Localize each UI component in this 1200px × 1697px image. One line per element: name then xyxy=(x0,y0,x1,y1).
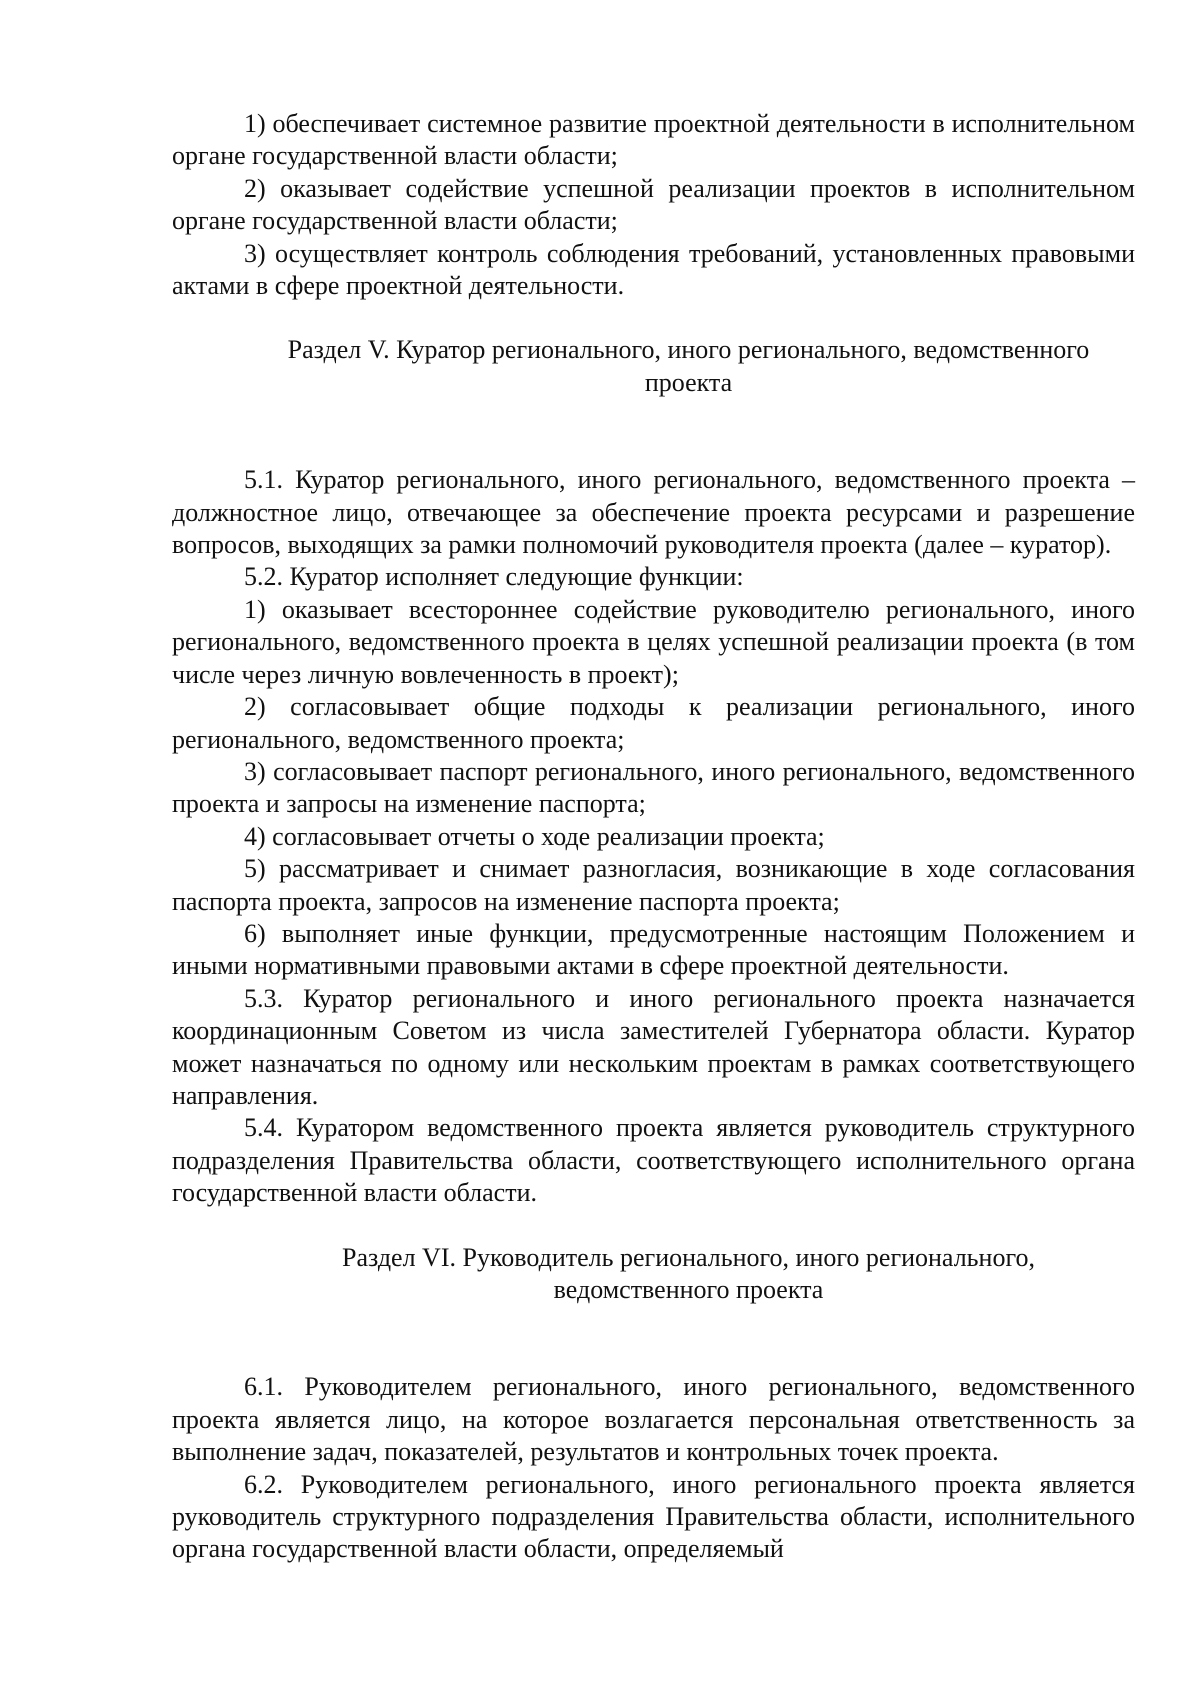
paragraph: 5.4. Куратором ведомственного проекта является руководитель структурного подразделения Правительства области, соответствующего исполнительного органа государственной власти области. xyxy=(172,1113,1135,1208)
section-5-title-line-2: проекта xyxy=(644,367,733,397)
section-6-title-line-2: ведомственного проекта xyxy=(553,1275,824,1304)
section-6-title-line-1: Раздел VI. Руководитель регионального, иного регионального, xyxy=(342,1242,1035,1272)
paragraph: 5.3. Куратор регионального и иного регионального проекта назначается координационным Советом из числа заместителей Губернатора области. Куратор может назначаться по одному или нескольким проектам в рамках соответствующего направления. xyxy=(172,983,1135,1110)
list-item: 3) осуществляет контроль соблюдения требований, установленных правовыми актами в сфере проектной деятельности. xyxy=(172,238,1135,301)
section-5-body xyxy=(172,464,1135,1209)
paragraph: 3) согласовывает паспорт регионального, иного регионального, ведомственного проекта и запросы на изменение паспорта; xyxy=(172,756,1135,819)
paragraph: 5.2. Куратор исполняет следующие функции: xyxy=(244,562,744,592)
top-items-list xyxy=(172,108,1135,302)
section-6-heading xyxy=(172,1242,1135,1307)
paragraph: 5) рассматривает и снимает разногласия, возникающие в ходе согласования паспорта проекта, запросов на изменение паспорта проекта; xyxy=(172,854,1135,916)
paragraph: 6.1. Руководителем регионального, иного регионального, ведомственного проекта является лицо, на которое возлагается персональная ответственность за выполнение задач, показателей, результатов и контрольных точек проекта. xyxy=(172,1372,1135,1467)
section-5-title-line-1: Раздел V. Куратор регионального, иного регионального, ведомственного xyxy=(287,335,1090,365)
paragraph: 6.2. Руководителем регионального, иного регионального проекта является руководитель структурного подразделения Правительства области, исполнительного органа государственной власти области, определяемый xyxy=(172,1469,1135,1564)
list-item: 1) обеспечивает системное развитие проектной деятельности в исполнительном органе государственной власти области; xyxy=(172,109,1135,171)
paragraph: 5.1. Куратор регионального, иного регионального, ведомственного проекта – должностное лицо, отвечающее за обеспечение проекта ресурсами и разрешение вопросов, выходящих за рамки полномочий руководителя проекта (далее – куратор). xyxy=(172,465,1135,560)
paragraph: 4) согласовывает отчеты о ходе реализации проекта; xyxy=(244,821,825,851)
section-5-heading xyxy=(172,334,1135,399)
list-item: 2) оказывает содействие успешной реализации проектов в исполнительном органе государственной власти области; xyxy=(172,173,1135,236)
paragraph: 6) выполняет иные функции, предусмотренные настоящим Положением и иными нормативными правовыми актами в сфере проектной деятельности. xyxy=(172,918,1135,981)
section-6-body xyxy=(172,1371,1135,1565)
paragraph: 2) согласовывает общие подходы к реализации регионального, иного регионального, ведомственного проекта; xyxy=(172,692,1135,754)
paragraph: 1) оказывает всестороннее содействие руководителю регионального, иного регионального, ведомственного проекта в целях успешной реализации проекта (в том числе через личную вовлеченность в проект); xyxy=(172,594,1135,689)
